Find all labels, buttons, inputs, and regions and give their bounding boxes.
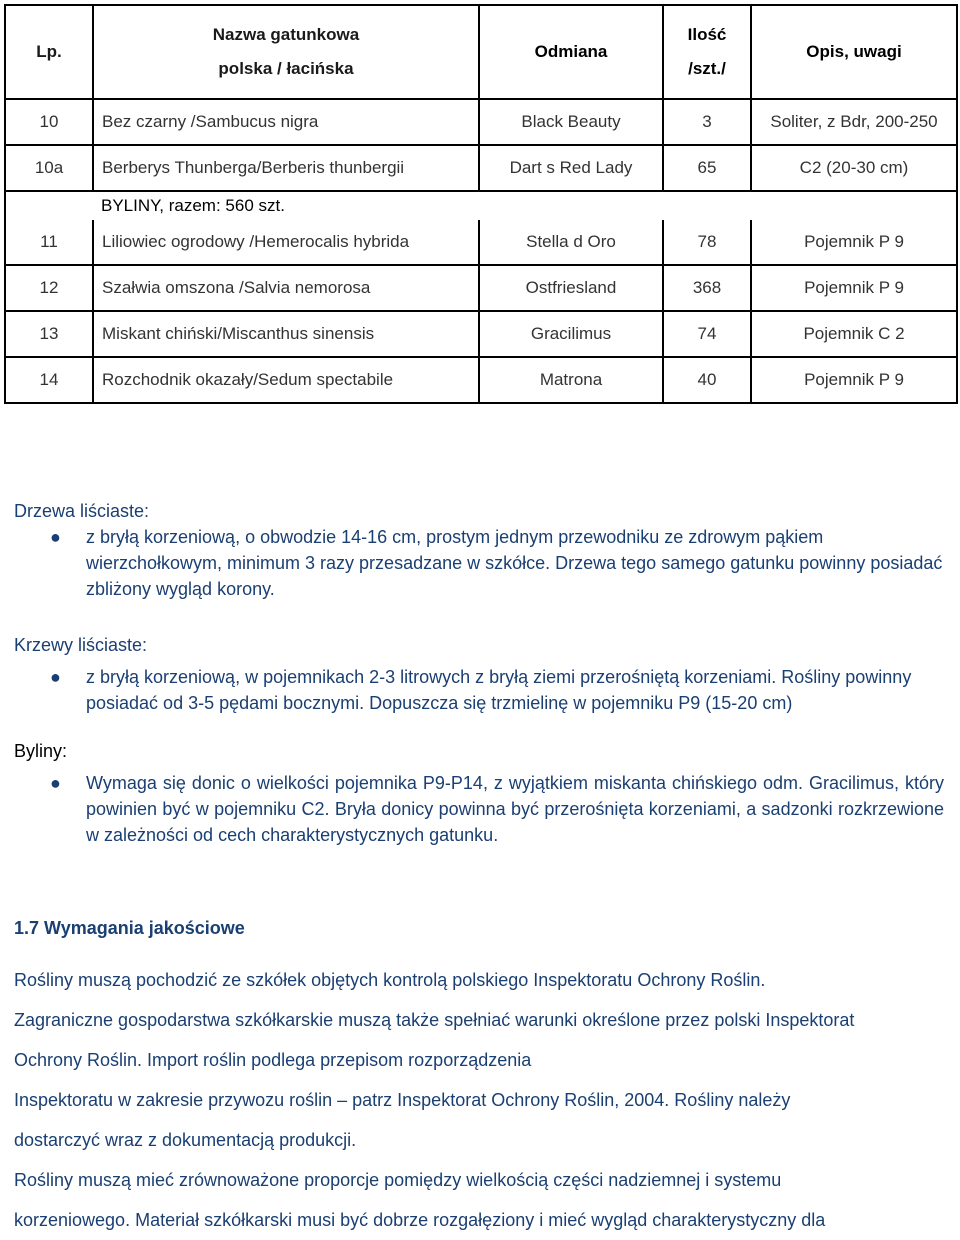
group-spacer bbox=[5, 191, 93, 220]
cell-lp: 13 bbox=[5, 311, 93, 357]
cell-variety: Dart s Red Lady bbox=[479, 145, 663, 191]
cell-desc: Pojemnik C 2 bbox=[751, 311, 957, 357]
cell-qty: 65 bbox=[663, 145, 751, 191]
list-item-text: z bryłą korzeniową, w pojemnikach 2-3 litrowych z bryłą ziemi przerośniętą korzeniami. Rośliny powinny posiadać od 3-5 pędami bocznymi. Dopuszcza się trzmielinę w pojemniku P9 (15-20 cm) bbox=[86, 667, 912, 713]
table-row bbox=[5, 357, 957, 403]
cell-lp: 11 bbox=[5, 220, 93, 265]
bullet-icon: ● bbox=[50, 773, 61, 793]
header-qty-line1: Ilość bbox=[687, 25, 727, 44]
header-variety: Odmiana bbox=[479, 5, 663, 99]
cell-lp: 14 bbox=[5, 357, 93, 403]
section-trees bbox=[14, 498, 944, 602]
header-qty bbox=[663, 5, 751, 99]
table-row bbox=[5, 99, 957, 145]
cell-qty: 74 bbox=[663, 311, 751, 357]
paragraph-line: dostarczyć wraz z dokumentacją produkcji. bbox=[14, 1130, 357, 1150]
section-title: Drzewa liściaste: bbox=[14, 501, 150, 521]
cell-name: Szałwia omszona /Salvia nemorosa bbox=[93, 265, 479, 311]
cell-variety: Ostfriesland bbox=[479, 265, 663, 311]
cell-desc: Soliter, z Bdr, 200-250 bbox=[751, 99, 957, 145]
cell-qty: 368 bbox=[663, 265, 751, 311]
paragraph-line: Ochrony Roślin. Import roślin podlega przepisom rozporządzenia bbox=[14, 1050, 532, 1070]
requirement-list bbox=[14, 524, 944, 602]
table-row bbox=[5, 145, 957, 191]
cell-desc: C2 (20-30 cm) bbox=[751, 145, 957, 191]
cell-qty: 78 bbox=[663, 220, 751, 265]
paragraph-line: Rośliny muszą pochodzić ze szkółek objętych kontrolą polskiego Inspektoratu Ochrony Roślin. bbox=[14, 970, 766, 990]
cell-lp: 12 bbox=[5, 265, 93, 311]
header-qty-line2: /szt./ bbox=[688, 59, 726, 78]
cell-lp: 10a bbox=[5, 145, 93, 191]
cell-name: Berberys Thunberga/Berberis thunbergii bbox=[93, 145, 479, 191]
header-lp: Lp. bbox=[5, 5, 93, 99]
cell-variety: Stella d Oro bbox=[479, 220, 663, 265]
header-name-line2: polska / łacińska bbox=[218, 59, 354, 78]
cell-qty: 3 bbox=[663, 99, 751, 145]
list-item-text: z bryłą korzeniową, o obwodzie 14-16 cm, prostym jednym przewodniku ze zdrowym pąkiem wierzchołkowym, minimum 3 razy przesadzane w szkółce. Drzewa tego samego gatunku powinny posiadać zbliżony wygląd korony. bbox=[86, 527, 943, 599]
cell-desc: Pojemnik P 9 bbox=[751, 220, 957, 265]
header-desc: Opis, uwagi bbox=[751, 5, 957, 99]
section-heading: 1.7 Wymagania jakościowe bbox=[14, 918, 245, 938]
table-row bbox=[5, 220, 957, 265]
quality-paragraph bbox=[14, 960, 944, 1240]
table-header-row bbox=[5, 5, 957, 99]
cell-qty: 40 bbox=[663, 357, 751, 403]
cell-name: Rozchodnik okazały/Sedum spectabile bbox=[93, 357, 479, 403]
cell-variety: Gracilimus bbox=[479, 311, 663, 357]
section-title: Krzewy liściaste: bbox=[14, 635, 148, 655]
cell-variety: Black Beauty bbox=[479, 99, 663, 145]
group-row bbox=[5, 191, 957, 220]
cell-desc: Pojemnik P 9 bbox=[751, 357, 957, 403]
paragraph-line: Zagraniczne gospodarstwa szkółkarskie muszą także spełniać warunki określone przez polski Inspektorat bbox=[14, 1010, 855, 1030]
bullet-icon: ● bbox=[50, 667, 61, 687]
requirement-list bbox=[14, 664, 944, 716]
group-label: BYLINY, razem: 560 szt. bbox=[93, 191, 957, 220]
header-name-line1: Nazwa gatunkowa bbox=[212, 25, 360, 44]
header-name bbox=[93, 5, 479, 99]
cell-name: Liliowiec ogrodowy /Hemerocalis hybrida bbox=[93, 220, 479, 265]
list-item bbox=[14, 524, 944, 602]
paragraph-line: korzeniowego. Materiał szkółkarski musi być dobrze rozgałęziony i mieć wygląd charakterystyczny dla bbox=[14, 1210, 826, 1230]
bullet-icon: ● bbox=[50, 527, 61, 547]
cell-variety: Matrona bbox=[479, 357, 663, 403]
section-title: Byliny: bbox=[14, 741, 68, 761]
list-item bbox=[14, 664, 944, 716]
section-perennials bbox=[14, 738, 944, 848]
requirement-list bbox=[14, 770, 944, 848]
paragraph-line: Rośliny muszą mieć zrównoważone proporcje pomiędzy wielkością części nadziemnej i systemu bbox=[14, 1170, 782, 1190]
cell-desc: Pojemnik P 9 bbox=[751, 265, 957, 311]
plant-table bbox=[4, 4, 958, 404]
list-item-text: Wymaga się donic o wielkości pojemnika P9-P14, z wyjątkiem miskanta chińskiego odm. Gracilimus, który powinien być w pojemniku C2. Bryła donicy powinna być przerośnięta korzeniami, a sadzonki rozkrzewione w zależności od cech charakterystycznych gatunku. bbox=[86, 773, 944, 845]
cell-name: Bez czarny /Sambucus nigra bbox=[93, 99, 479, 145]
cell-lp: 10 bbox=[5, 99, 93, 145]
paragraph-line: Inspektoratu w zakresie przywozu roślin – patrz Inspektorat Ochrony Roślin, 2004. Rośliny należy bbox=[14, 1090, 791, 1110]
list-item bbox=[14, 770, 944, 848]
section-shrubs bbox=[14, 632, 944, 716]
table-row bbox=[5, 265, 957, 311]
table-row bbox=[5, 311, 957, 357]
cell-name: Miskant chiński/Miscanthus sinensis bbox=[93, 311, 479, 357]
